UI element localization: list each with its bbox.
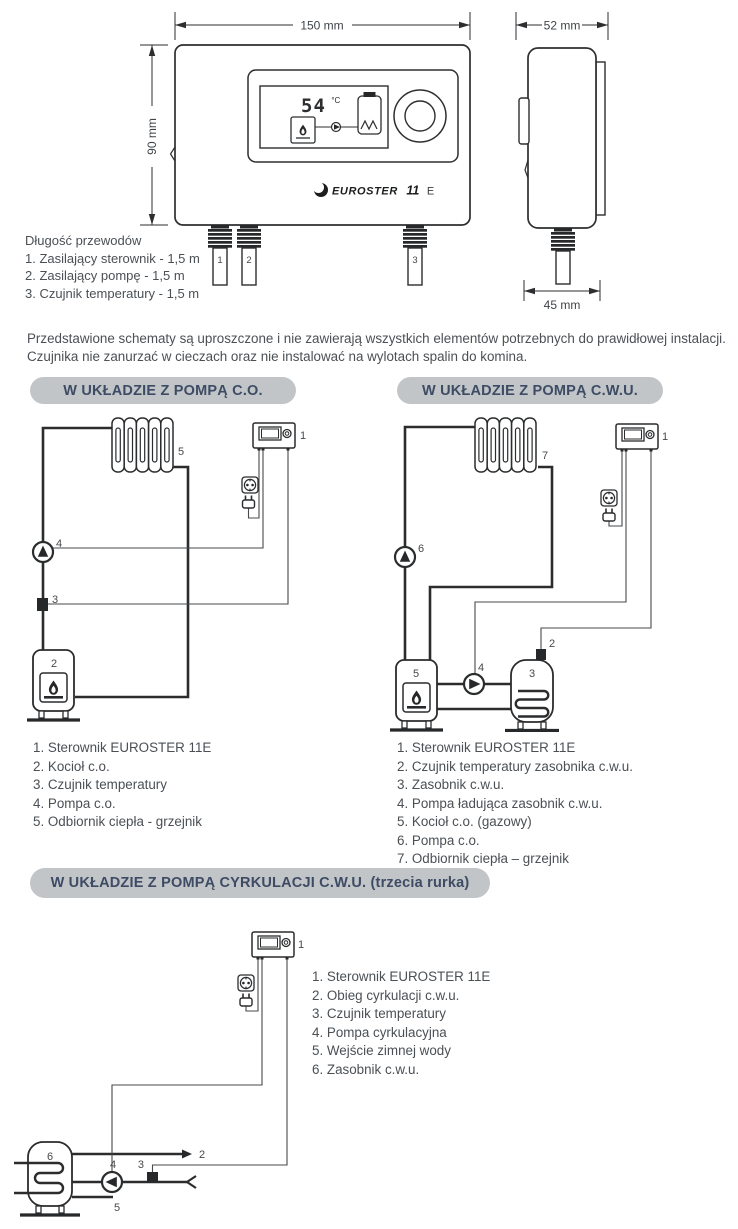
intro-paragraph bbox=[27, 330, 726, 366]
label-boiler: 2 bbox=[50, 658, 58, 670]
cable-3-number: 3 bbox=[412, 255, 418, 266]
temp-sensor-icon bbox=[147, 1172, 158, 1182]
inflow-chevron-icon bbox=[187, 1176, 196, 1188]
radiator-icon bbox=[112, 418, 173, 472]
label-pump: 4 bbox=[109, 1159, 117, 1171]
power-plug-icon bbox=[240, 994, 252, 1007]
pipes bbox=[72, 1154, 188, 1197]
legend-item: 5. Kocioł c.o. (gazowy) bbox=[397, 814, 532, 829]
temp-sensor-icon bbox=[37, 598, 48, 611]
legend-item: 2. Czujnik temperatury zasobnika c.w.u. bbox=[397, 758, 633, 774]
legend-item: 7. Odbiornik ciepła – grzejnik bbox=[397, 851, 569, 866]
front-view bbox=[171, 45, 471, 225]
co-pump-icon bbox=[395, 547, 415, 567]
label-charge-pump: 4 bbox=[478, 662, 485, 674]
power-plug-icon bbox=[243, 496, 255, 509]
logo-ball-highlight bbox=[313, 182, 324, 193]
label-tank: 3 bbox=[528, 668, 536, 680]
label-boiler: 5 bbox=[412, 668, 420, 680]
side-cable bbox=[551, 228, 575, 284]
circulation-pump-icon bbox=[102, 1172, 122, 1192]
lcd-temperature: 54 $^{^\circ C}$ bbox=[301, 95, 341, 117]
legend-item: 1. Sterownik EUROSTER 11E bbox=[33, 740, 212, 755]
diagram-co-pump bbox=[20, 410, 350, 732]
front-height-dim: 90 mm bbox=[145, 118, 159, 155]
label-sensor: 3 bbox=[137, 1159, 144, 1171]
label-sensor: 2 bbox=[549, 638, 556, 650]
section-header-circulation: W UKŁADZIE Z POMPĄ CYRKULACJI C.W.U. (trzecia rurka) bbox=[30, 868, 490, 898]
side-depth-dim: 45 mm bbox=[543, 298, 581, 312]
front-cables bbox=[208, 225, 427, 285]
diagram-cwu-pump bbox=[368, 410, 698, 732]
wires bbox=[475, 449, 651, 674]
legend-item: 6. Zasobnik c.w.u. bbox=[312, 1061, 420, 1077]
sensor-wire bbox=[153, 957, 288, 1172]
legend-circulation bbox=[312, 968, 490, 1079]
legend-item: 4. Pompa c.o. bbox=[33, 795, 116, 811]
controller-icon bbox=[616, 424, 658, 452]
legend-item: 2. Kocioł c.o. bbox=[33, 758, 110, 774]
section-header-cwu: W UKŁADZIE Z POMPĄ C.W.U. bbox=[397, 377, 663, 404]
legend-item: 1. Sterownik EUROSTER 11E bbox=[312, 969, 491, 984]
legend-item: 4. Pompa ładująca zasobnik c.w.u. bbox=[397, 795, 603, 811]
label-radiator: 5 bbox=[178, 446, 185, 458]
cable-1-number: 1 bbox=[217, 255, 223, 266]
power-socket-icon bbox=[242, 477, 258, 493]
label-controller: 1 bbox=[298, 939, 305, 951]
charge-pump-icon bbox=[464, 674, 484, 694]
side-width-dim: 52 mm bbox=[543, 18, 581, 33]
section-header-co: W UKŁADZIE Z POMPĄ C.O. bbox=[30, 377, 296, 404]
label-tank: 6 bbox=[46, 1151, 54, 1163]
intro-line-1: Przedstawione schematy są uproszczone i nie zawierają wszystkich elementów potrzebnych do prawidłowej instalacji. bbox=[27, 331, 726, 346]
legend-item: 5. Odbiornik ciepła - grzejnik bbox=[33, 814, 202, 829]
svg-text:EUROSTER 11 E: EUROSTER 11 E bbox=[332, 183, 435, 198]
label-pump: 4 bbox=[56, 538, 63, 550]
sensor-wire bbox=[541, 449, 651, 649]
legend-cwu bbox=[397, 739, 633, 869]
wires bbox=[109, 957, 287, 1172]
pump-icon bbox=[33, 542, 53, 562]
power-socket-icon bbox=[601, 490, 617, 506]
legend-item: 1. Sterownik EUROSTER 11E bbox=[397, 740, 576, 755]
tank-sensor-icon bbox=[536, 649, 546, 660]
cable-lengths-note bbox=[25, 232, 200, 302]
radiator-icon bbox=[475, 418, 536, 472]
mounting-flange bbox=[596, 62, 605, 215]
front-width-dim: 150 mm bbox=[300, 18, 344, 33]
label-pump: 6 bbox=[418, 543, 425, 555]
flow-arrow-icon bbox=[182, 1150, 192, 1159]
cable-length-item: 2. Zasilający pompę - 1,5 m bbox=[25, 268, 185, 283]
label-controller: 1 bbox=[662, 431, 669, 443]
label-cold-water: 5 bbox=[114, 1202, 121, 1214]
controller-icon bbox=[252, 932, 294, 960]
cable-length-item: 1. Zasilający sterownik - 1,5 m bbox=[25, 250, 200, 266]
intro-line-2: Czujnika nie zanurzać w cieczach oraz nie instalować na wylotach spalin do komina. bbox=[27, 349, 528, 364]
legend-item: 3. Zasobnik c.w.u. bbox=[397, 777, 505, 792]
cable-lengths-title: Długość przewodów bbox=[25, 233, 142, 248]
label-sensor: 3 bbox=[52, 594, 59, 606]
label-flow: 2 bbox=[199, 1149, 206, 1161]
power-plug-icon bbox=[603, 509, 615, 522]
cable-2-number: 2 bbox=[246, 255, 252, 266]
legend-item: 3. Czujnik temperatury bbox=[312, 1006, 446, 1021]
legend-item: 2. Obieg cyrkulacji c.w.u. bbox=[312, 987, 460, 1003]
side-tab bbox=[519, 98, 529, 144]
legend-item: 4. Pompa cyrkulacyjna bbox=[312, 1024, 447, 1040]
label-radiator: 7 bbox=[542, 450, 549, 462]
power-socket-icon bbox=[238, 975, 254, 991]
legend-item: 3. Czujnik temperatury bbox=[33, 777, 167, 792]
cable-length-item: 3. Czujnik temperatury - 1,5 m bbox=[25, 285, 200, 301]
side-view bbox=[519, 48, 605, 284]
legend-co bbox=[33, 739, 211, 832]
legend-item: 6. Pompa c.o. bbox=[397, 832, 480, 848]
controller-icon bbox=[253, 423, 295, 451]
legend-item: 5. Wejście zimnej wody bbox=[312, 1043, 451, 1058]
label-controller: 1 bbox=[300, 430, 307, 442]
